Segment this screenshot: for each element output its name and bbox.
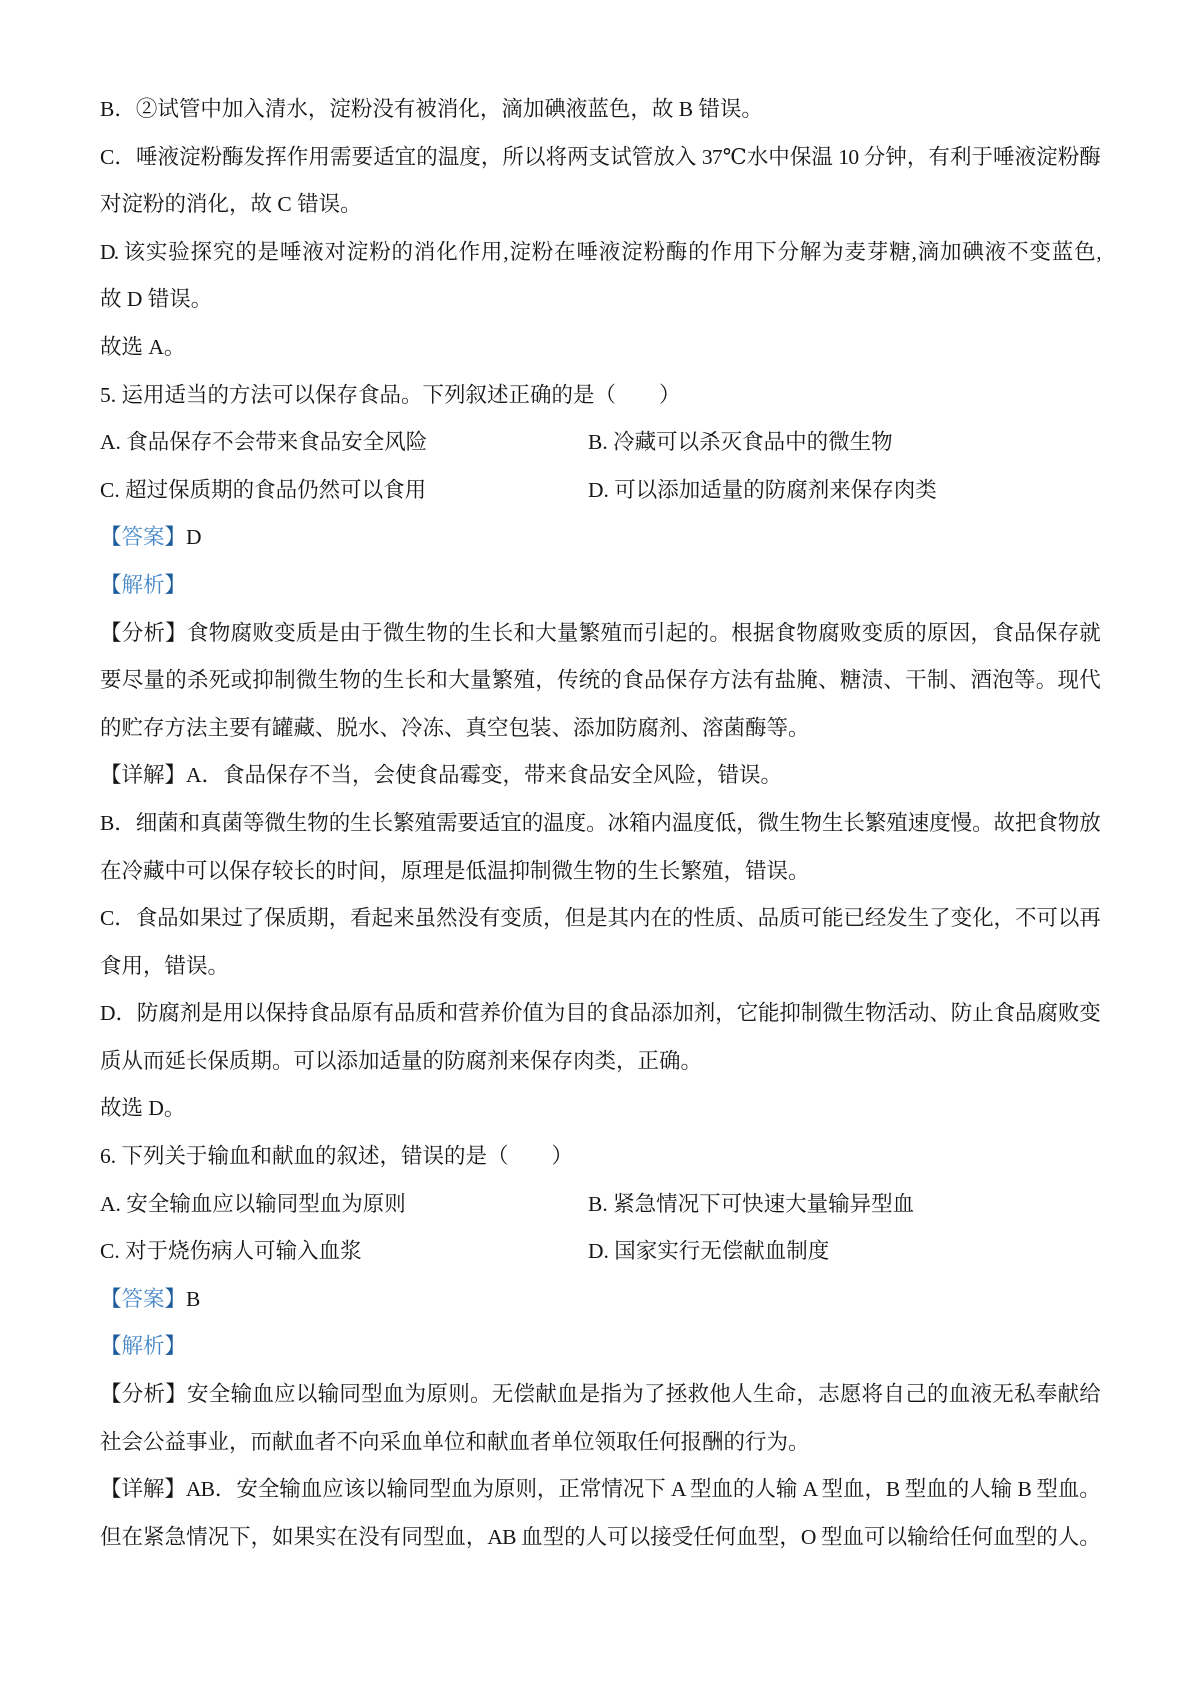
bracket-open: 【 xyxy=(100,1334,122,1359)
option-row xyxy=(100,467,1100,515)
text-line: 【详解】AB．安全输血应该以输同型血为原则，正常情况下 A 型血的人输 A 型血，B 型血的人输 B 型血。 xyxy=(100,1477,1100,1502)
answer-line xyxy=(100,514,1100,562)
text-line: 质从而延长保质期。可以添加适量的防腐剂来保存肉类，正确。 xyxy=(100,1048,703,1073)
option-right: D. 国家实行无偿献血制度 xyxy=(588,1239,830,1264)
text-line: 【分析】食物腐败变质是由于微生物的生长和大量繁殖而引起的。根据食物腐败变质的原因，食品保存就 xyxy=(100,620,1100,645)
text-line: 的贮存方法主要有罐藏、脱水、冷冻、真空包装、添加防腐剂、溶菌酶等。 xyxy=(100,715,810,740)
analysis-label-line xyxy=(100,1323,1100,1371)
answer-label: 答案 xyxy=(121,525,165,550)
answer-label: 答案 xyxy=(121,1286,165,1311)
option-left: A. 食品保存不会带来食品安全风险 xyxy=(100,430,428,455)
text-line: B．②试管中加入清水，淀粉没有被消化，滴加碘液蓝色，故 B 错误。 xyxy=(100,97,763,121)
answer-value: D xyxy=(186,525,202,550)
text-line: B．细菌和真菌等微生物的生长繁殖需要适宜的温度。冰箱内温度低，微生物生长繁殖速度慢。故把食物放 xyxy=(100,810,1100,835)
text-line: 在冷藏中可以保存较长的时间，原理是低温抑制微生物的生长繁殖，错误。 xyxy=(100,858,810,883)
text-line: C．唾液淀粉酶发挥作用需要适宜的温度，所以将两支试管放入 37℃水中保温 10 分钟，有利于唾液淀粉酶 xyxy=(100,144,1100,169)
option-right: D. 可以添加适量的防腐剂来保存肉类 xyxy=(588,477,937,502)
text-line: 但在紧急情况下，如果实在没有同型血，AB 血型的人可以接受任何血型，O 型血可以输给任何血型的人。 xyxy=(100,1524,1100,1549)
bracket-close: 】 xyxy=(164,1334,187,1359)
option-left: C. 对于烧伤病人可输入血浆 xyxy=(100,1239,362,1264)
option-right: B. 冷藏可以杀灭食品中的微生物 xyxy=(588,430,893,455)
bracket-close: 】 xyxy=(164,525,187,550)
option-right: B. 紧急情况下可快速大量输异型血 xyxy=(588,1191,915,1216)
text-line: 5. 运用适当的方法可以保存食品。下列叙述正确的是（ ） xyxy=(100,382,681,407)
text-line: 故选 D。 xyxy=(100,1096,186,1121)
bracket-open: 【 xyxy=(100,572,122,597)
text-line: 6. 下列关于输血和献血的叙述，错误的是（ ） xyxy=(100,1144,574,1169)
option-left: A. 安全输血应以输同型血为原则 xyxy=(100,1191,406,1216)
text-line: D. 该实验探究的是唾液对淀粉的消化作用,淀粉在唾液淀粉酶的作用下分解为麦芽糖,滴加碘液不变蓝色, xyxy=(100,239,1100,264)
bracket-open: 【 xyxy=(100,1286,122,1311)
answer-line xyxy=(100,1276,1100,1324)
analysis-label-line xyxy=(100,562,1100,610)
text-line: 【详解】A．食品保存不当，会使食品霉变，带来食品安全风险，错误。 xyxy=(100,763,783,788)
bracket-close: 】 xyxy=(164,572,187,597)
option-row xyxy=(100,1228,1100,1276)
option-row xyxy=(100,1181,1100,1229)
option-row xyxy=(100,419,1100,467)
text-line: D．防腐剂是用以保持食品原有品质和营养价值为目的食品添加剂，它能抑制微生物活动、防止食品腐败变 xyxy=(100,1001,1100,1026)
text-line: 食用，错误。 xyxy=(100,953,230,978)
text-line: 社会公益事业，而献血者不向采血单位和献血者单位领取任何报酬的行为。 xyxy=(100,1429,810,1454)
text-line: 故 D 错误。 xyxy=(100,287,213,312)
text-line: 对淀粉的消化，故 C 错误。 xyxy=(100,192,362,217)
text-line: 【分析】安全输血应以输同型血为原则。无偿献血是指为了拯救他人生命，志愿将自己的血液无私奉献给 xyxy=(100,1382,1100,1407)
option-left: C. 超过保质期的食品仍然可以食用 xyxy=(100,477,427,502)
text-line: 要尽量的杀死或抑制微生物的生长和大量繁殖，传统的食品保存方法有盐腌、糖渍、干制、酒泡等。现代 xyxy=(100,668,1100,693)
document-body xyxy=(100,86,1100,1561)
text-line: 故选 A。 xyxy=(100,334,186,359)
text-line: C．食品如果过了保质期，看起来虽然没有变质，但是其内在的性质、品质可能已经发生了变化，不可以再 xyxy=(100,906,1100,931)
bracket-open: 【 xyxy=(100,525,122,550)
answer-label: 解析 xyxy=(121,572,165,597)
answer-label: 解析 xyxy=(121,1334,165,1359)
answer-value: B xyxy=(186,1286,201,1311)
bracket-close: 】 xyxy=(164,1286,187,1311)
